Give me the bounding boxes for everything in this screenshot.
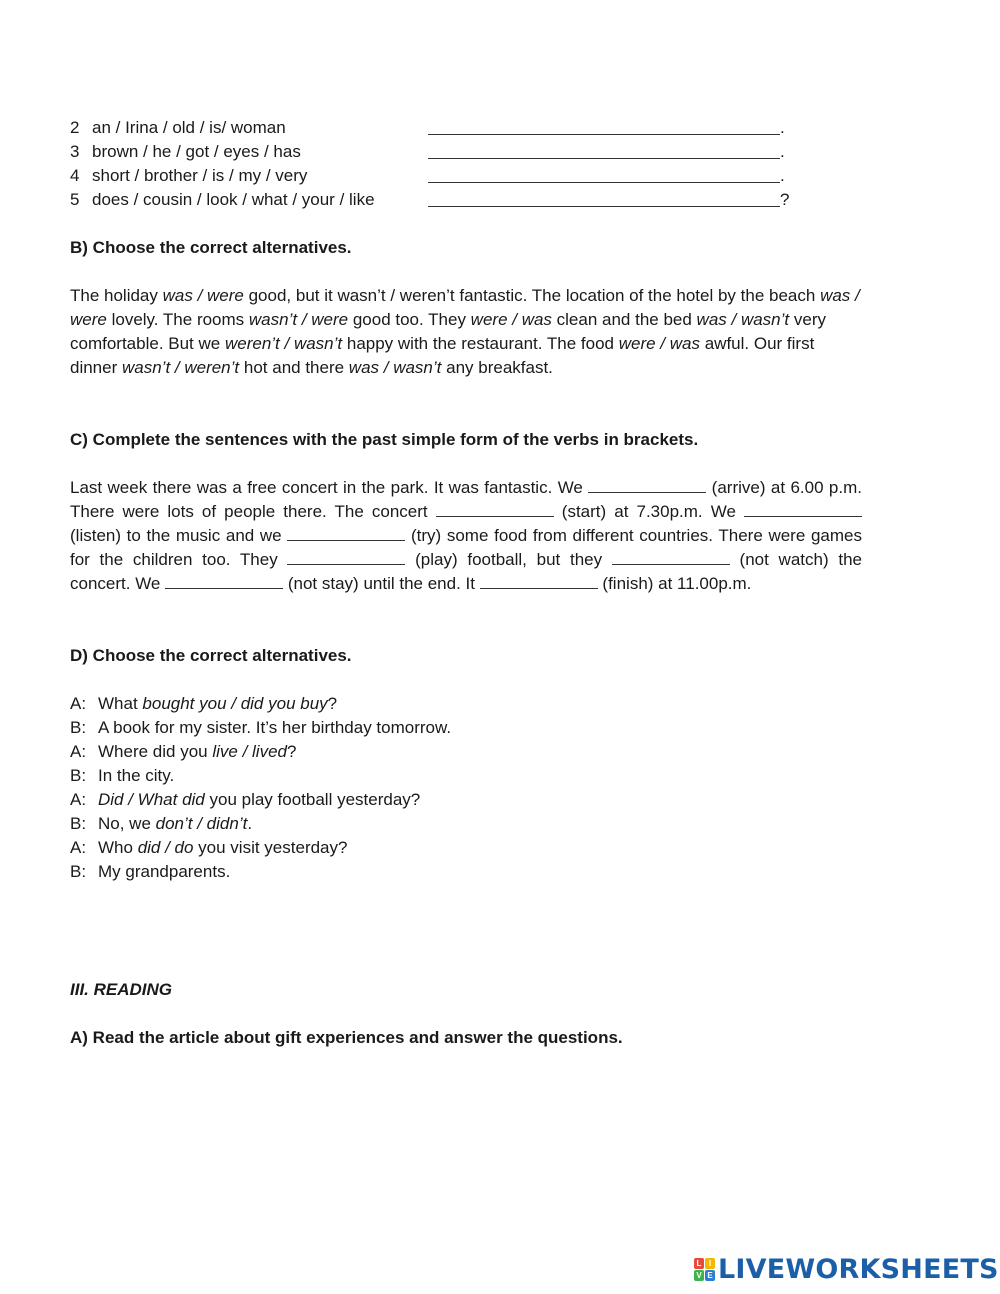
reading-task: A) Read the article about gift experiences and answer the questions.: [70, 1028, 623, 1047]
dialogue-line: [70, 764, 174, 788]
gap-blank[interactable]: [436, 502, 554, 517]
item-words: short / brother / is / my / very: [92, 166, 308, 185]
gap-blank[interactable]: [588, 478, 706, 493]
answer-blank[interactable]: [428, 166, 780, 183]
item-number: 5: [70, 190, 80, 209]
dialogue-line: [70, 860, 230, 884]
section-b-paragraph: [70, 284, 862, 380]
choice[interactable]: was / wasn’t: [696, 310, 790, 329]
text: you visit yesterday?: [193, 838, 348, 857]
text: .: [247, 814, 253, 833]
item-words: brown / he / got / eyes / has: [92, 142, 301, 161]
text: very comfortable. But we: [70, 310, 826, 353]
text: Who: [98, 838, 138, 857]
text: No, we: [98, 814, 156, 833]
text: (arrive) at 6.00 p.m. There were lots of people there. The concert: [70, 478, 862, 521]
text: good, but it: [243, 286, 338, 305]
exercise-item: [70, 116, 286, 140]
item-end: .: [780, 166, 785, 185]
text: lovely. The rooms: [106, 310, 249, 329]
choice[interactable]: wasn’t / were: [248, 310, 349, 329]
gap-blank[interactable]: [287, 526, 405, 541]
choice[interactable]: were / was: [618, 334, 700, 353]
logo-badge-letter: V: [694, 1270, 704, 1281]
text: clean and the bed: [551, 310, 697, 329]
speaker: A:: [70, 694, 87, 713]
logo-wordmark: LIVEWORKSHEETS: [718, 1254, 999, 1285]
section-c-heading: C) Complete the sentences with the past simple form of the verbs in brackets.: [70, 430, 699, 449]
text: My grandparents.: [98, 862, 231, 881]
choice[interactable]: wasn’t / weren’t: [121, 358, 240, 377]
dialogue-line: [70, 692, 337, 716]
choice[interactable]: was / were: [162, 286, 244, 305]
text: (listen) to the music and we: [70, 526, 288, 545]
item-number: 4: [70, 166, 80, 185]
text: A book for my sister. It’s her birthday tomorrow.: [98, 718, 452, 737]
text: fantastic. The location of the hotel by the beach: [454, 286, 821, 305]
text: ?: [327, 694, 338, 713]
gap-blank[interactable]: [744, 502, 862, 517]
exercise-item: [70, 164, 307, 188]
dialogue-line: [70, 740, 296, 764]
text: awful. Our first dinner: [70, 334, 815, 377]
item-number: 3: [70, 142, 80, 161]
choice[interactable]: were / was: [470, 310, 552, 329]
text: The holiday: [70, 286, 163, 305]
speaker: A:: [70, 742, 87, 761]
choice[interactable]: Did / What did: [98, 790, 205, 809]
speaker: B:: [70, 718, 87, 737]
text: ?: [286, 742, 297, 761]
choice[interactable]: did / do: [137, 838, 194, 857]
choice[interactable]: live / lived: [212, 742, 287, 761]
logo-badge-letter: L: [694, 1258, 704, 1269]
dialogue-line: [70, 788, 420, 812]
item-words: does / cousin / look / what / your / like: [92, 190, 375, 209]
choice[interactable]: weren’t / wasn’t: [224, 334, 343, 353]
text: (finish) at 11.00p.m.: [602, 574, 752, 593]
section-b-heading: B) Choose the correct alternatives.: [70, 238, 352, 257]
choice[interactable]: was / wasn’t: [348, 358, 442, 377]
text: (play) football, but they: [415, 550, 612, 569]
speaker: B:: [70, 766, 87, 785]
item-end: .: [780, 142, 785, 161]
text: (not watch) the concert. We: [70, 550, 862, 593]
exercise-item: [70, 140, 301, 164]
speaker: B:: [70, 862, 87, 881]
choice[interactable]: bought you / did you buy: [142, 694, 328, 713]
text: In the city.: [98, 766, 175, 785]
logo-badge-letter: I: [705, 1258, 715, 1269]
gap-blank[interactable]: [480, 574, 598, 589]
text: you play football yesterday?: [204, 790, 421, 809]
text: Last week there was a free concert in the park. It was fantastic. We: [70, 478, 589, 497]
item-number: 2: [70, 118, 80, 137]
item-end: .: [780, 118, 785, 137]
dialogue-line: [70, 836, 347, 860]
dialogue-line: [70, 716, 451, 740]
text: What: [98, 694, 143, 713]
text: (not stay) until the end. It: [287, 574, 480, 593]
section-c-paragraph: [70, 476, 862, 596]
text: hot and there: [239, 358, 349, 377]
item-end: ?: [780, 190, 790, 209]
speaker: B:: [70, 814, 87, 833]
choice[interactable]: wasn’t / weren’t: [337, 286, 455, 305]
gap-blank[interactable]: [287, 550, 405, 565]
exercise-item: [70, 188, 375, 212]
dialogue-line: [70, 812, 252, 836]
speaker: A:: [70, 838, 87, 857]
section-d-heading: D) Choose the correct alternatives.: [70, 646, 352, 665]
logo-badge-letter: E: [705, 1270, 715, 1281]
choice[interactable]: was / were: [70, 286, 860, 329]
text: (start) at 7.30p.m. We: [561, 502, 744, 521]
answer-blank[interactable]: [428, 118, 780, 135]
text: Where did you: [98, 742, 213, 761]
logo-badge-icon: [694, 1258, 715, 1281]
text: (try) some food from different countries. There were games for the children too. They: [70, 526, 862, 569]
choice[interactable]: don’t / didn’t: [155, 814, 248, 833]
speaker: A:: [70, 790, 87, 809]
gap-blank[interactable]: [612, 550, 730, 565]
text: good too. They: [348, 310, 471, 329]
gap-blank[interactable]: [165, 574, 283, 589]
liveworksheets-logo[interactable]: [694, 1254, 999, 1285]
item-words: an / Irina / old / is/ woman: [92, 118, 286, 137]
answer-blank[interactable]: [428, 142, 780, 159]
reading-heading: III. READING: [70, 980, 173, 999]
text: any breakfast.: [441, 358, 553, 377]
answer-blank[interactable]: [428, 190, 780, 207]
text: happy with the restaurant. The food: [342, 334, 619, 353]
